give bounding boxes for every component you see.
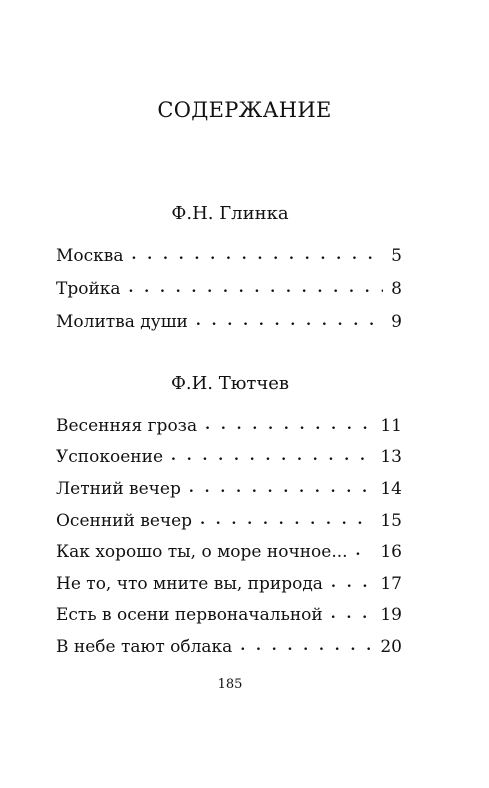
toc-entry-page: 5	[391, 246, 402, 266]
toc-entry-title: Осенний вечер	[56, 511, 193, 531]
toc-entry-title: Москва	[56, 246, 124, 266]
dot-leader	[331, 603, 373, 625]
toc-entry-page: 14	[380, 479, 402, 499]
toc-entry-page: 9	[391, 312, 402, 332]
toc-entry-title: Не то, что мните вы, природа	[56, 574, 323, 594]
toc-entry[interactable]	[56, 573, 402, 595]
dot-leader	[205, 414, 372, 436]
toc-entry-title: Есть в осени первоначальной	[56, 605, 323, 625]
dot-leader	[331, 572, 372, 594]
dot-leader	[171, 445, 372, 467]
dot-leader	[356, 540, 373, 562]
toc-entry[interactable]	[56, 604, 402, 626]
section-author: Ф.И. Тютчев	[170, 373, 290, 394]
dot-leader	[196, 310, 383, 332]
toc-entry[interactable]	[56, 311, 402, 333]
toc-entry[interactable]	[56, 446, 402, 468]
page-title: СОДЕРЖАНИЕ	[157, 98, 332, 122]
dot-leader	[189, 477, 372, 499]
dot-leader	[200, 509, 372, 531]
toc-entry-page: 11	[380, 416, 402, 436]
toc-entry-page: 19	[380, 605, 402, 625]
toc-entry[interactable]	[56, 636, 402, 658]
toc-entry-title: Успокоение	[56, 447, 164, 467]
toc-entry-title: Молитва души	[56, 312, 188, 332]
dot-leader	[129, 277, 384, 299]
section-author: Ф.Н. Глинка	[171, 203, 289, 224]
toc-entry-title: Летний вечер	[56, 479, 181, 499]
toc-entry-title: Как хорошо ты, о море ночное...	[56, 542, 348, 562]
toc-entry[interactable]	[56, 245, 402, 267]
toc-entry-page: 17	[380, 574, 402, 594]
toc-entry-page: 20	[380, 637, 402, 657]
toc-entry[interactable]	[56, 510, 402, 532]
toc-entry-title: В небе тают облака	[56, 637, 233, 657]
toc-entry[interactable]	[56, 541, 402, 563]
toc-entry[interactable]	[56, 478, 402, 500]
toc-entry-page: 13	[380, 447, 402, 467]
dot-leader	[132, 244, 384, 266]
toc-entry-page: 16	[380, 542, 402, 562]
page-number: 185	[217, 677, 243, 692]
toc-entry-page: 15	[380, 511, 402, 531]
toc-entry[interactable]	[56, 278, 402, 300]
dot-leader	[240, 635, 372, 657]
toc-entry-title: Весенняя гроза	[56, 416, 198, 436]
toc-entry-title: Тройка	[56, 279, 121, 299]
toc-entry[interactable]	[56, 415, 402, 437]
toc-entry-page: 8	[391, 279, 402, 299]
